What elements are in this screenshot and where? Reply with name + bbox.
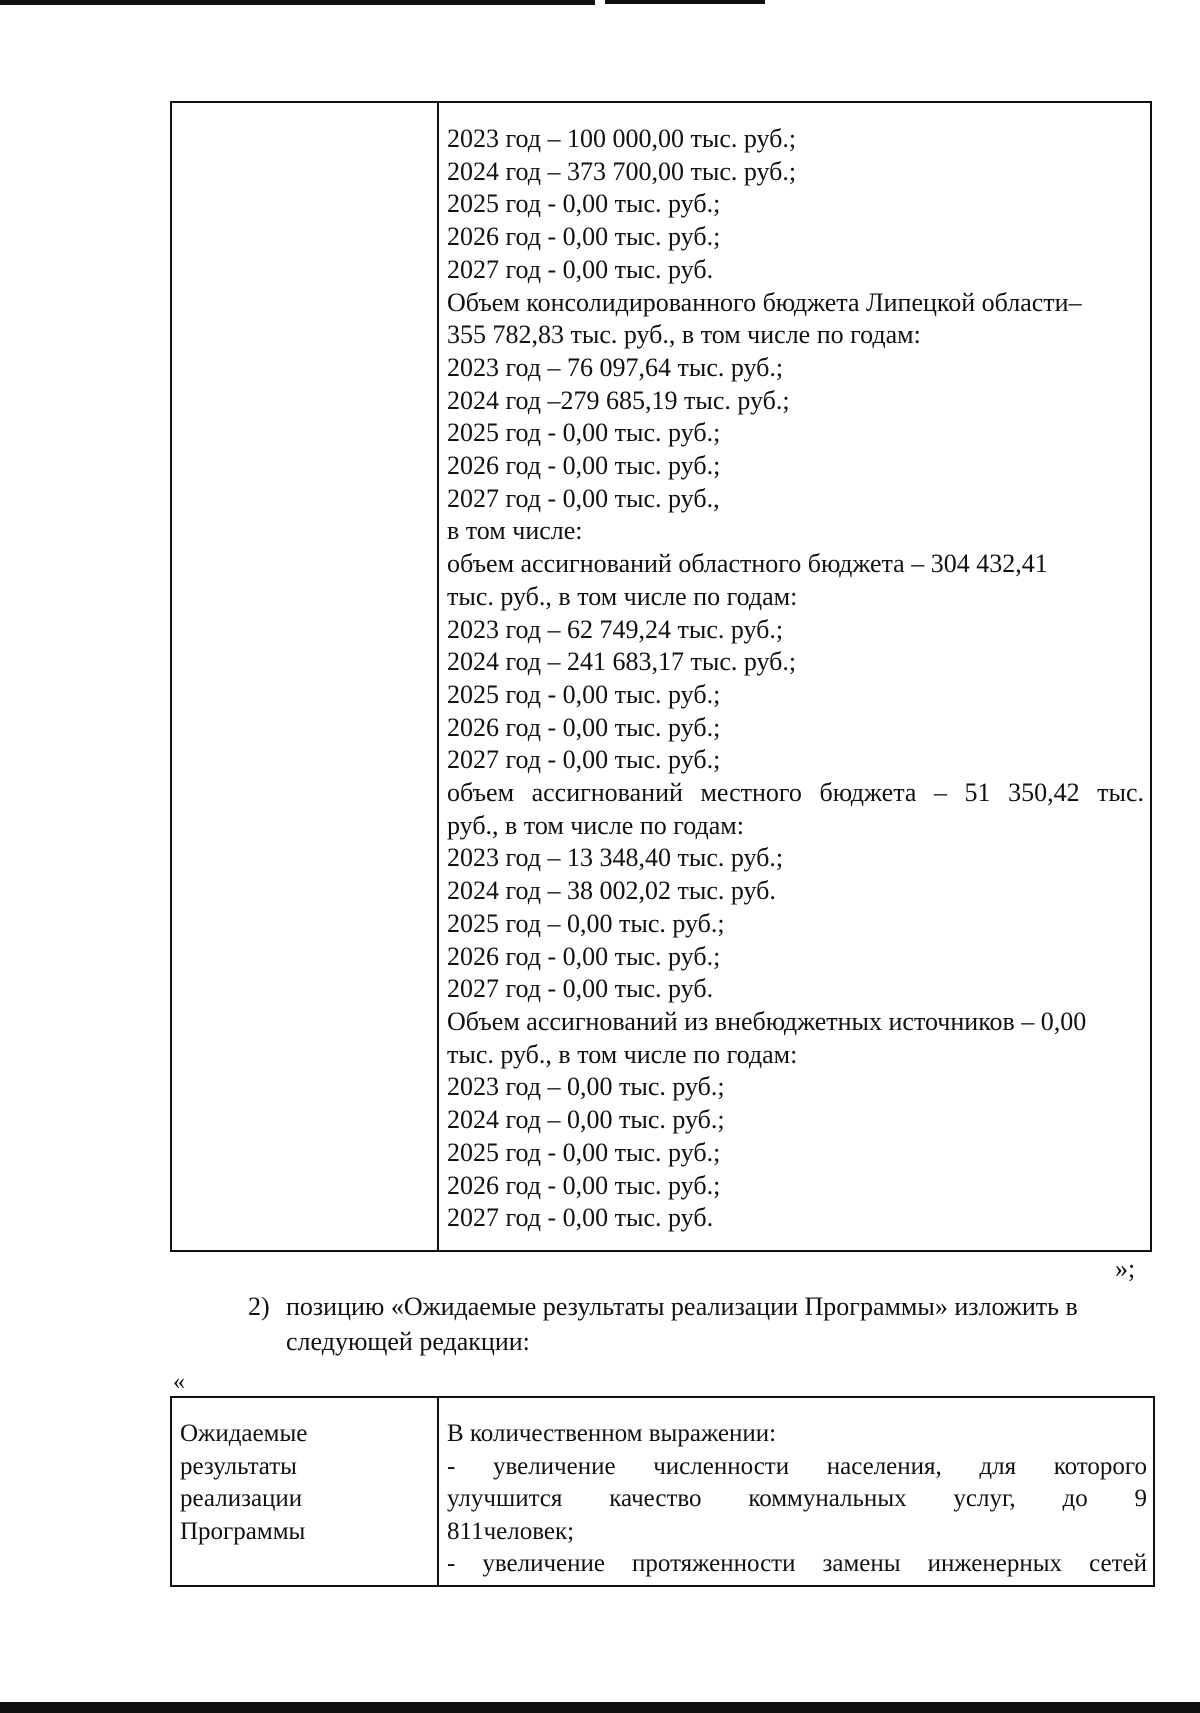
item-2-paragraph xyxy=(248,1289,1153,1359)
funding-line: 2026 год - 0,00 тыс. руб.; xyxy=(447,941,721,971)
funding-line: 2027 год - 0,00 тыс. руб. xyxy=(447,1203,714,1233)
funding-line: 2026 год - 0,00 тыс. руб.; xyxy=(447,222,721,252)
results-line: - увеличение численности населения, для которого xyxy=(447,1452,1147,1480)
item-2-text: позицию «Ожидаемые результаты реализации Программы» изложить в следующей редакции: xyxy=(286,1292,1078,1356)
funding-line: 2024 год – 241 683,17 тыс. руб.; xyxy=(447,647,797,677)
funding-cell xyxy=(437,123,1150,1235)
item-number: 2) xyxy=(248,1292,270,1321)
funding-line: в том числе: xyxy=(447,516,583,546)
funding-line: 2023 год – 100 000,00 тыс. руб.; xyxy=(447,124,797,153)
funding-line: объем ассигнований местного бюджета – 51 350,42 тыс. xyxy=(447,778,1144,808)
results-line: улучшится качество коммунальных услуг, до 9 xyxy=(447,1485,1147,1512)
funding-line: руб., в том числе по годам: xyxy=(447,810,744,840)
results-label-cell xyxy=(180,1418,430,1548)
funding-line: 2025 год – 0,00 тыс. руб.; xyxy=(447,908,725,938)
results-label-line: Программы xyxy=(180,1517,306,1545)
funding-line: 2025 год - 0,00 тыс. руб.; xyxy=(447,1137,721,1167)
funding-line: 2027 год - 0,00 тыс. руб. xyxy=(447,974,714,1004)
funding-line: 355 782,83 тыс. руб., в том числе по годам: xyxy=(447,320,921,350)
results-label-line: результаты xyxy=(180,1452,297,1480)
funding-line: 2024 год – 38 002,02 тыс. руб. xyxy=(447,876,776,906)
opening-quote: « xyxy=(173,1369,185,1395)
funding-table xyxy=(170,101,1152,1252)
results-label-line: Ожидаемые xyxy=(180,1420,308,1447)
funding-line: 2023 год – 0,00 тыс. руб.; xyxy=(447,1072,725,1102)
closing-quote: »; xyxy=(1115,1254,1136,1283)
funding-line: 2026 год - 0,00 тыс. руб.; xyxy=(447,712,721,742)
funding-line: 2027 год - 0,00 тыс. руб.; xyxy=(447,745,721,775)
funding-line: 2025 год - 0,00 тыс. руб.; xyxy=(447,679,721,709)
funding-line: 2027 год - 0,00 тыс. руб., xyxy=(447,483,720,513)
funding-line: 2024 год – 373 700,00 тыс. руб.; xyxy=(447,156,797,186)
scan-edge-top-right xyxy=(605,0,765,4)
results-table xyxy=(170,1396,1155,1587)
funding-line: 2024 год –279 685,19 тыс. руб.; xyxy=(447,385,790,415)
results-label-line: реализации xyxy=(180,1485,303,1512)
funding-line: 2026 год - 0,00 тыс. руб.; xyxy=(447,451,721,481)
scan-edge-bottom xyxy=(0,1702,1200,1713)
results-content-cell xyxy=(437,1418,1153,1581)
funding-line: Объем консолидированного бюджета Липецкой области– xyxy=(447,287,1082,317)
funding-line: тыс. руб., в том числе по годам: xyxy=(447,1039,798,1069)
funding-line: 2024 год – 0,00 тыс. руб.; xyxy=(447,1105,725,1135)
results-line: В количественном выражении: xyxy=(447,1420,777,1447)
funding-line: 2026 год - 0,00 тыс. руб.; xyxy=(447,1170,721,1200)
funding-line: 2027 год - 0,00 тыс. руб. xyxy=(447,254,714,284)
funding-line: тыс. руб., в том числе по годам: xyxy=(447,581,798,611)
results-line: 811человек; xyxy=(447,1517,575,1545)
funding-line: 2023 год – 13 348,40 тыс. руб.; xyxy=(447,843,784,873)
funding-line: 2023 год – 76 097,64 тыс. руб.; xyxy=(447,352,784,382)
funding-line: Объем ассигнований из внебюджетных источников – 0,00 xyxy=(447,1006,1087,1036)
scan-edge-top-left xyxy=(0,0,595,5)
funding-line: 2023 год – 62 749,24 тыс. руб.; xyxy=(447,614,784,644)
funding-line: 2025 год - 0,00 тыс. руб.; xyxy=(447,418,721,448)
funding-line: объем ассигнований областного бюджета – 304 432,41 xyxy=(447,549,1048,579)
results-line: - увеличение протяженности замены инженерных сетей xyxy=(447,1550,1147,1577)
funding-line: 2025 год - 0,00 тыс. руб.; xyxy=(447,189,721,219)
